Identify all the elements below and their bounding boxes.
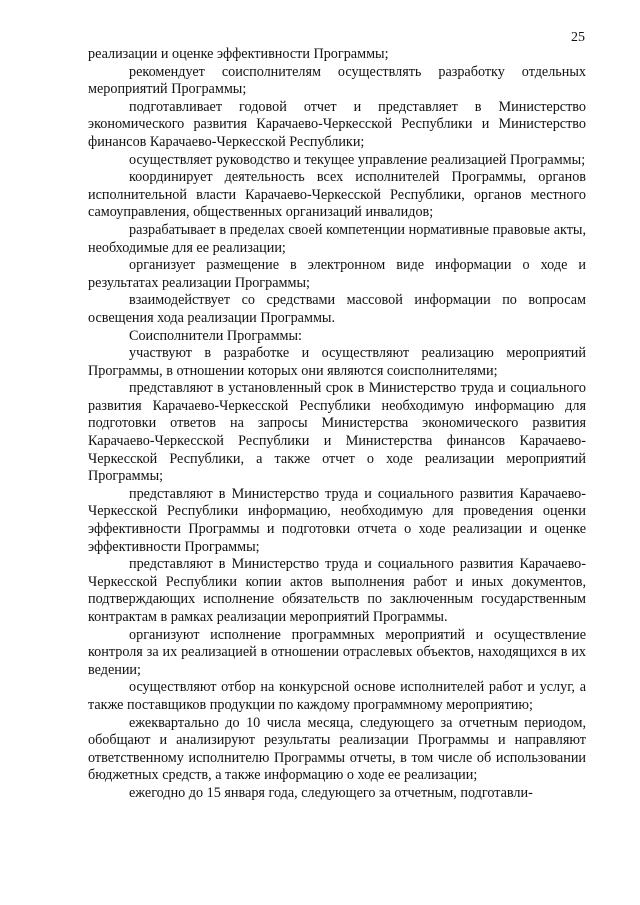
paragraph: рекомендует соисполнителям осуществлять разработку отдельных мероприятий Программы; bbox=[88, 63, 586, 98]
page-number: 25 bbox=[571, 30, 585, 45]
paragraph: представляют в Министерство труда и социального развития Карачаево-Черкесской Республики копии актов выполнения работ и иных документов, подтверждающих исполнение обязательств по заключенным государственным контрактам в рамках реализации мероприятий Программы. bbox=[88, 556, 586, 625]
paragraph: участвуют в разработке и осуществляют реализацию мероприятий Программы, в отношении которых они являются соисполнителями; bbox=[88, 345, 586, 379]
paragraph: представляют в Министерство труда и социального развития Карачаево-Черкесской Республики информацию, необходимую для проведения оценки эффективности Программы и подготовки отчета о ходе реализации и оценке эффективности Программы; bbox=[88, 485, 586, 555]
document-body bbox=[88, 46, 586, 803]
paragraph: ежеквартально до 10 числа месяца, следующего за отчетным периодом, обобщают и анализируют результаты реализации Программы и направляют ответственному исполнителю Программы отчеты, в том числе об использовании бюджетных средств, а также информацию о ходе ее реализации; bbox=[88, 714, 586, 784]
paragraph: координирует деятельность всех исполнителей Программы, органов исполнительной власти Карачаево-Черкесской Республики, органов местного самоуправления, общественных организаций инвалидов; bbox=[88, 169, 586, 221]
paragraph: осуществляет руководство и текущее управление реализацией Программы; bbox=[129, 151, 586, 168]
paragraph: ежегодно до 15 января года, следующего за отчетным, подготавли- bbox=[129, 784, 533, 801]
paragraph: подготавливает годовой отчет и представляет в Министерство экономического развития Карачаево-Черкесской Республики и Министерство финансов Карачаево-Черкесской Республики; bbox=[88, 98, 586, 150]
paragraph: взаимодействует со средствами массовой информации по вопросам освещения хода реализации Программы. bbox=[88, 292, 586, 326]
paragraph: осуществляют отбор на конкурсной основе исполнителей работ и услуг, а также поставщиков продукции по каждому программному мероприятию; bbox=[88, 679, 586, 713]
paragraph: организуют исполнение программных мероприятий и осуществление контроля за их реализацией в отношении отраслевых объектов, находящихся в их ведении; bbox=[88, 626, 586, 678]
paragraph: реализации и оценке эффективности Программы; bbox=[88, 46, 389, 62]
paragraph: представляют в установленный срок в Министерство труда и социального развития Карачаево-Черкесской Республики необходимую информацию для подготовки ответов на запросы Министерства экономического развития Карачаево-Черкесской Республики и Министерства финансов Карачаево-Черкесской Республики, а также отчет о ходе реализации мероприятий Программы; bbox=[88, 380, 586, 485]
paragraph: Соисполнители Программы: bbox=[129, 327, 303, 344]
paragraph: разрабатывает в пределах своей компетенции нормативные правовые акты, необходимые для ее реализации; bbox=[88, 221, 586, 256]
paragraph: организует размещение в электронном виде информации о ходе и результатах реализации Программы; bbox=[88, 257, 586, 291]
